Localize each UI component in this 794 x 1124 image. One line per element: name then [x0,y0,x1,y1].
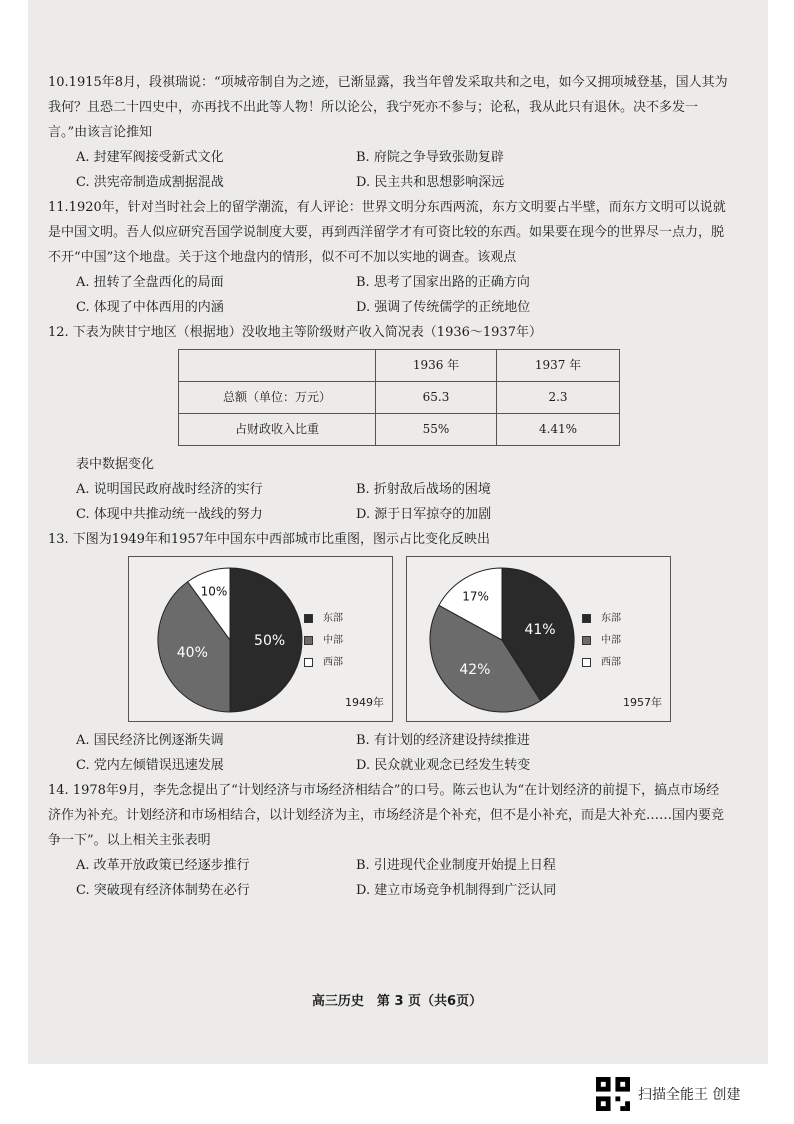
pie-label: 41% [524,621,556,638]
option-c: C. 体现了中体西用的内涵 [76,300,224,315]
question-11-stem: 11.1920年，针对当时社会上的留学潮流，有人评论：世界文明分东西两流，东方文明要占半壁，而东方文明可以说就是中国文明。吾人似应研究吾国学说制度大要，再到西洋留学才有可资比较的东西。如果要在现今的世界尽一点力，脱不开“中国”这个地盘。关于这个地盘内的情形，似不可不加以实地的调查。该观点 [48,200,726,265]
chart-year: 1957年 [623,696,662,709]
table-cell: 2.3 [497,382,620,414]
option-c: C. 突破现有经济体制势在必行 [76,883,250,898]
table-cell: 55% [376,414,497,446]
legend-item [582,651,621,673]
legend-item [582,629,621,651]
legend-item [304,607,343,629]
question-12-stem: 12. 下表为陕甘宁地区（根据地）没收地主等阶级财产收入简况表（1936～1937年） [48,325,542,340]
option-d: D. 民主共和思想影响深远 [356,175,505,190]
question-14-stem: 14. 1978年9月，李先念提出了“计划经济与市场经济相结合”的口号。陈云也认为“在计划经济的前提下，搞点市场经济作为补充。计划经济和市场相结合，以计划经济为主，市场经济是个补充，但不是小补充，而是大补充……国内要竞争一下”。以上相关主张表明 [48,783,725,848]
option-a: A. 改革开放政策已经逐步推行 [76,858,250,873]
legend-label: 中部 [323,634,343,646]
table-header-cell [179,350,376,382]
table-row [179,414,620,446]
question-10-stem: 10.1915年8月，段祺瑞说：“项城帝制自为之迹，已渐显露，我当年曾发采取共和之电，如今又拥项城登基，国人其为我何？且恐二十四史中，亦再找不出此等人物！所以论公，我宁死亦不参与；论私，我从此只有退休。决不多发一言。”由该言论推知 [48,75,728,140]
question-13 [48,527,728,778]
table-header-row [179,350,620,382]
option-b: B. 思考了国家出路的正确方向 [356,275,530,290]
pie-charts [48,556,728,722]
watermark-text: 扫描全能王 创建 [638,1087,741,1103]
chart-legend [582,607,621,673]
option-b: B. 引进现代企业制度开始提上日程 [356,858,556,873]
legend-label: 东部 [601,612,621,624]
table-cell: 65.3 [376,382,497,414]
table-cell: 总额（单位：万元） [179,382,376,414]
option-d: D. 建立市场竞争机制得到广泛认同 [356,883,557,898]
option-b: B. 府院之争导致张勋复辟 [356,150,504,165]
option-d: D. 强调了传统儒学的正统地位 [356,300,531,315]
question-13-stem: 13. 下图为1949年和1957年中国东中西部城市比重图，图示占比变化反映出 [48,532,490,547]
scanner-watermark [596,1077,740,1111]
legend-item [582,607,621,629]
pie-label: 17% [462,589,489,604]
option-a: A. 国民经济比例逐渐失调 [76,733,224,748]
data-table [178,349,620,446]
question-14 [48,778,728,903]
option-c: C. 党内左倾错误迅速发展 [76,758,224,773]
pie-chart-1957 [406,556,671,722]
legend-swatch [582,614,591,623]
option-d: D. 源于日军掠夺的加剧 [356,507,492,522]
page-footer: 高三历史 第 3 页（共6页） [311,994,483,1009]
pie-label: 50% [254,633,286,649]
table-header-cell: 1936 年 [376,350,497,382]
question-13-options [48,728,728,778]
question-12-options [48,477,728,527]
table-row [179,382,620,414]
question-11-options [48,270,728,320]
pie-label: 10% [200,584,228,599]
question-11 [48,195,728,320]
question-10 [48,70,728,195]
table-cell: 4.41% [497,414,620,446]
exam-content [48,70,728,903]
option-a: A. 封建军阀接受新式文化 [76,150,224,165]
pie-label: 40% [176,645,208,662]
pie-svg [155,565,305,715]
legend-label: 西部 [601,656,621,668]
chart-year: 1949年 [345,696,384,709]
question-10-options [48,145,728,195]
question-14-options [48,853,728,903]
pie-svg [427,565,577,715]
legend-item [304,629,343,651]
legend-swatch [582,636,591,645]
legend-label: 东部 [323,612,343,624]
question-12 [48,320,728,527]
chart-legend [304,607,343,673]
legend-swatch [582,658,591,667]
option-b: B. 折射敌后战场的困境 [356,482,491,497]
option-a: A. 扭转了全盘西化的局面 [76,275,224,290]
option-c: C. 体现中共推动统一战线的努力 [76,507,263,522]
legend-swatch [304,636,313,645]
legend-label: 中部 [601,634,621,646]
option-b: B. 有计划的经济建设持续推进 [356,733,530,748]
table-cell: 占财政收入比重 [179,414,376,446]
question-12-followup: 表中数据变化 [76,457,155,472]
pie-chart-1949 [128,556,393,722]
qr-code-icon [596,1077,630,1111]
table-header-cell: 1937 年 [497,350,620,382]
option-d: D. 民众就业观念已经发生转变 [356,758,531,773]
legend-swatch [304,614,313,623]
option-c: C. 洪宪帝制造成割据混战 [76,175,224,190]
legend-label: 西部 [323,656,343,668]
legend-swatch [304,658,313,667]
legend-item [304,651,343,673]
option-a: A. 说明国民政府战时经济的实行 [76,482,263,497]
pie-label: 42% [459,661,491,678]
